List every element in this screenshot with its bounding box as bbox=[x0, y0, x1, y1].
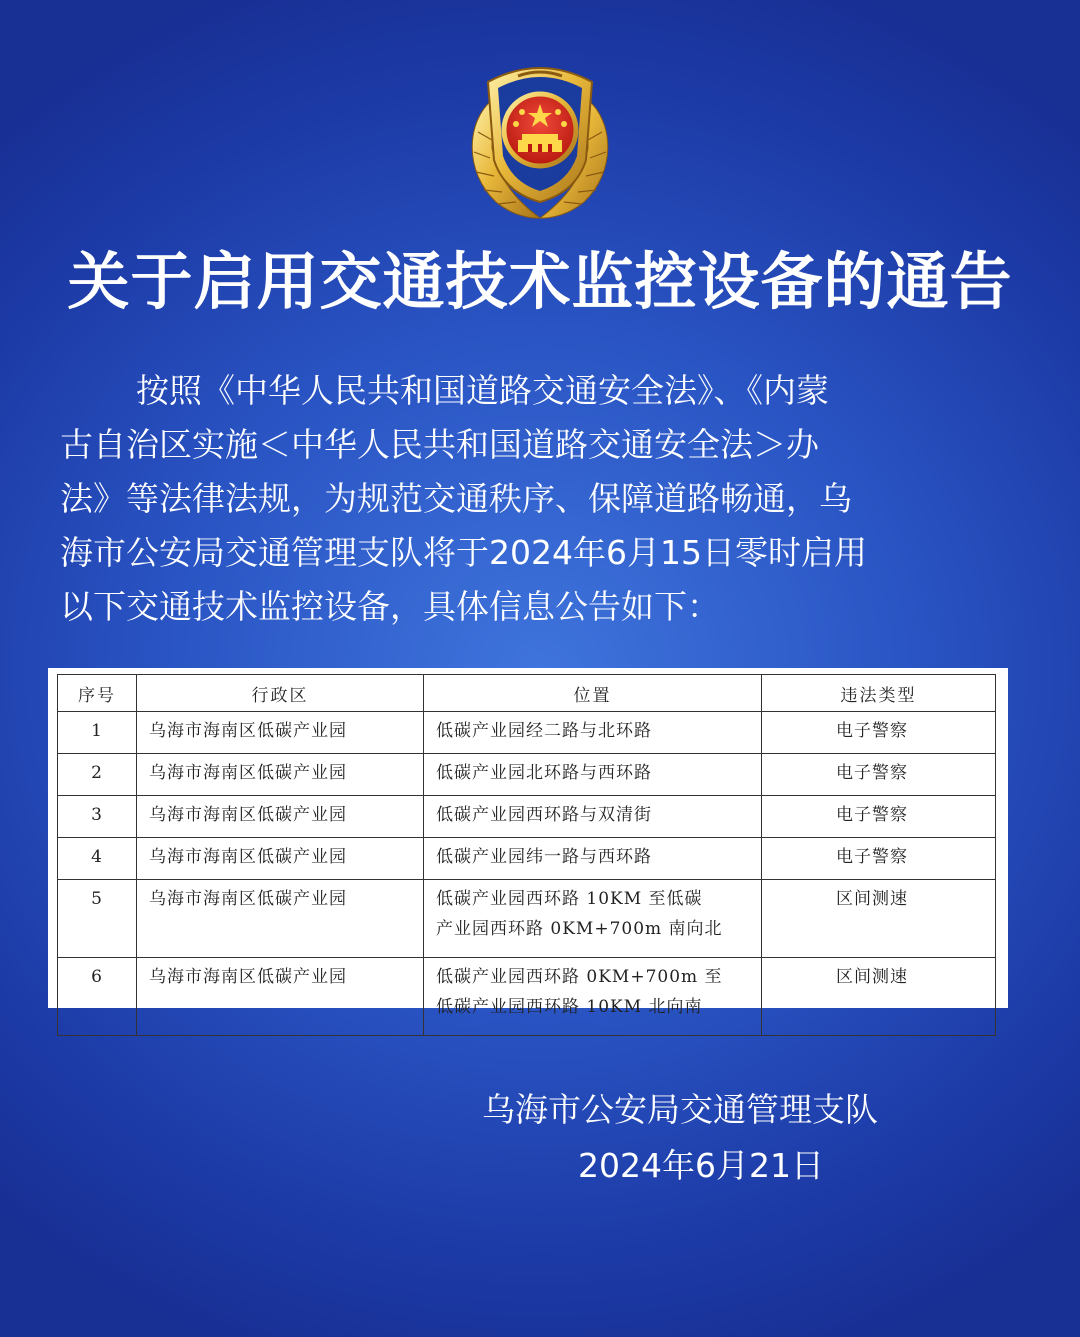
cell-location-line: 低碳产业园西环路 10KM 至低碳 bbox=[436, 889, 703, 909]
cell-type: 电子警察 bbox=[762, 796, 996, 838]
signature-date: 2024年6月21日 bbox=[578, 1146, 824, 1185]
device-table-panel bbox=[48, 668, 1008, 1017]
device-table bbox=[57, 674, 996, 1036]
cell-district: 乌海市海南区低碳产业园 bbox=[137, 838, 424, 880]
paragraph-line: 法》等法律法规，为规范交通秩序、保障道路畅通，乌 bbox=[60, 479, 852, 518]
notice-title: 关于启用交通技术监控设备的通告 bbox=[67, 245, 1013, 318]
cell-index: 5 bbox=[58, 880, 137, 958]
cell-index: 2 bbox=[58, 754, 137, 796]
header-location: 位置 bbox=[424, 675, 762, 712]
table-row bbox=[58, 754, 996, 796]
cell-type: 区间测速 bbox=[762, 880, 996, 958]
cell-location: 低碳产业园西环路与双清街 bbox=[424, 796, 762, 838]
cell-index: 6 bbox=[58, 958, 137, 1036]
cell-location-line: 低碳产业园西环路 10KM 北向南 bbox=[436, 997, 703, 1017]
paragraph-line: 海市公安局交通管理支队将于2024年6月15日零时启用 bbox=[60, 533, 867, 572]
cell-district: 乌海市海南区低碳产业园 bbox=[137, 958, 424, 1036]
header-violation-type: 违法类型 bbox=[762, 675, 996, 712]
cell-type: 电子警察 bbox=[762, 754, 996, 796]
table-row bbox=[58, 796, 996, 838]
signature-organization: 乌海市公安局交通管理支队 bbox=[482, 1090, 878, 1129]
police-emblem-icon bbox=[458, 52, 622, 220]
paragraph-line: 古自治区实施＜中华人民共和国道路交通安全法＞办 bbox=[60, 425, 819, 464]
paragraph-line: 以下交通技术监控设备，具体信息公告如下： bbox=[60, 587, 720, 626]
cell-type: 电子警察 bbox=[762, 838, 996, 880]
cell-district: 乌海市海南区低碳产业园 bbox=[137, 754, 424, 796]
table-row bbox=[58, 838, 996, 880]
cell-district: 乌海市海南区低碳产业园 bbox=[137, 796, 424, 838]
table-row bbox=[58, 958, 996, 1036]
cell-district: 乌海市海南区低碳产业园 bbox=[137, 880, 424, 958]
cell-index: 1 bbox=[58, 712, 137, 754]
cell-location: 低碳产业园北环路与西环路 bbox=[424, 754, 762, 796]
table-row bbox=[58, 712, 996, 754]
cell-location-line: 产业园西环路 0KM+700m 南向北 bbox=[436, 919, 723, 939]
cell-location: 低碳产业园纬一路与西环路 bbox=[424, 838, 762, 880]
cell-district: 乌海市海南区低碳产业园 bbox=[137, 712, 424, 754]
table-row bbox=[58, 880, 996, 958]
cell-location bbox=[424, 958, 762, 1036]
cell-location-line: 低碳产业园西环路 0KM+700m 至 bbox=[436, 967, 723, 987]
cell-type: 区间测速 bbox=[762, 958, 996, 1036]
header-index: 序号 bbox=[58, 675, 137, 712]
cell-location: 低碳产业园经二路与北环路 bbox=[424, 712, 762, 754]
table-header-row bbox=[58, 675, 996, 712]
cell-location bbox=[424, 880, 762, 958]
notice-paragraph bbox=[60, 364, 1020, 634]
paragraph-line: 按照《中华人民共和国道路交通安全法》、《内蒙 bbox=[136, 371, 829, 410]
cell-type: 电子警察 bbox=[762, 712, 996, 754]
cell-index: 4 bbox=[58, 838, 137, 880]
cell-index: 3 bbox=[58, 796, 137, 838]
header-district: 行政区 bbox=[137, 675, 424, 712]
